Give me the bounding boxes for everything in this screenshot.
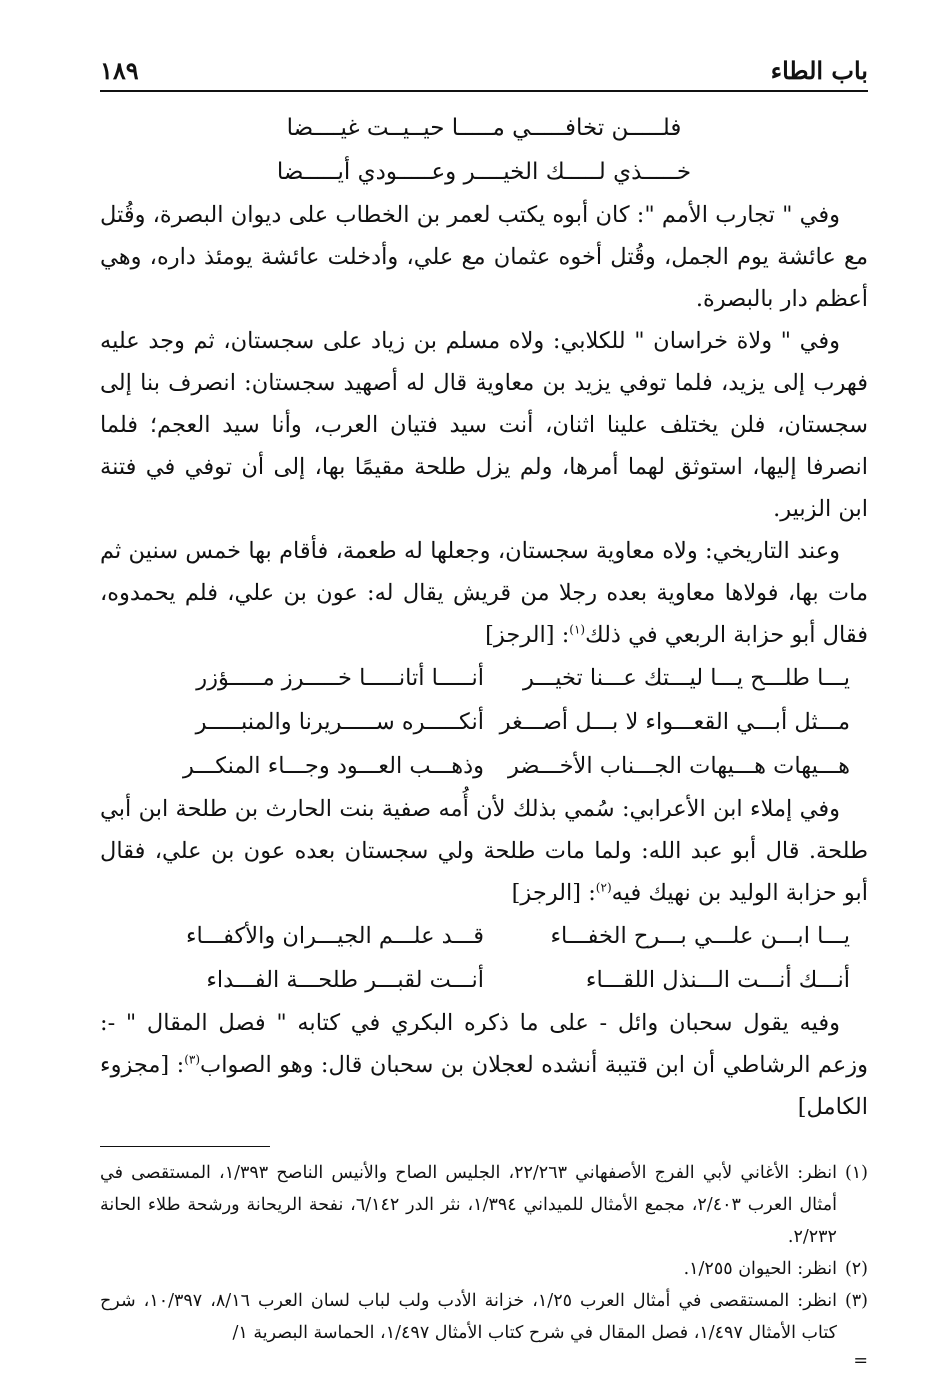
footnote-mark-2[interactable]: (٢) (595, 880, 612, 895)
paragraph-ibn-arabi-text: وفي إملاء ابن الأعرابي: سُمي بذلك لأن أُمه صفية بنت الحارث بن طلحة ابن أبي طلحة. قال أبو عبد الله: ولما مات طلحة ولي سجستان بعده عون بن علي، فقال أبو حزابة الوليد بن نهيك فيه (100, 796, 868, 906)
paragraph-sahban (100, 1002, 868, 1128)
footnote-1-text: انظر: الأغاني لأبي الفرج الأصفهاني ٢٢/٢٦٣، الجليس الصاح والأنيس الناصح ١/٣٩٣، المستقصى في أمثال العرب ٢/٤٠٣، مجمع الأمثال للميداني ١/٣٩٤، نثر الدر ٦/١٤٢، نفحة الريحانة ورشحة طلاء الحانة ٢/٢٣٢. (100, 1163, 837, 1247)
footnote-separator (100, 1146, 270, 1147)
poem-1-verse-3-second: وذهـــب العـــود وجـــاء المنكـــر (183, 753, 484, 779)
poem-2-verse-2-second: أنـــت لقبـــر طلحـــة الفـــداء (206, 967, 484, 993)
opening-verse (100, 106, 868, 194)
chapter-title: باب الطاء (770, 56, 868, 85)
paragraph-wulat-khurasan: وفي " ولاة خراسان " للكلابي: ولاه مسلم بن زياد على سجستان، ثم وجد عليه فهرب إلى يزيد، فلما توفي يزيد بن معاوية قال له أصهيد سجستان: انصرف بنا إلى سجستان، فلن يختلف علينا اثنان، أنت سيد فتيان العرب، وأنا سيد العجم؛ فلما انصرفا إليها، استوثق لهما أمرها، ولم يزل طلحة مقيمًا بها، إلى أن توفي في فتنة ابن الزبير. (100, 328, 868, 522)
page-header (100, 40, 868, 92)
footnote-continuation-mark: = (853, 1351, 868, 1371)
meter-label-rajaz-1: : [الرجز] (485, 622, 570, 648)
poem-2-verse (100, 914, 868, 958)
poem-1-verse-3-first: هـــيهات هـــيهات الجـــناب الأخـــضر (507, 753, 850, 779)
paragraph-ibn-arabi (100, 788, 868, 914)
poem-2-verse-1-second: قـــد علـــم الجيـــران والأكفـــاء (185, 923, 484, 949)
footnote-mark-3[interactable]: (٣) (184, 1052, 201, 1067)
footnote-2 (100, 1253, 868, 1285)
footnote-2-number: (٢) (844, 1259, 868, 1279)
meter-label-kamil: : [مجزوء الكامل] (100, 1052, 868, 1120)
footnote-mark-1[interactable]: (١) (569, 622, 586, 637)
poem-1-verse-2-second: أنكـــــره ســـــريرنا والمنبـــــر (195, 709, 484, 735)
footnote-3-text: انظر: المستقصى في أمثال العرب ١/٢٥، خزانة الأدب ولب لباب لسان العرب ٨/١٦، ١٠/٣٩٧، شرح كتاب الأمثال ١/٤٩٧، فصل المقال في شرح كتاب الأمثال ١/٤٩٧، الحماسة البصرية ١/ (100, 1291, 837, 1343)
footnote-1 (100, 1157, 868, 1253)
poem-2 (100, 914, 868, 1002)
book-page (100, 40, 868, 1371)
opening-verse-line-2: خـــــذي لـــــك الخيــــر وعـــــودي أيـــــضا (276, 159, 692, 185)
paragraph-tarikhi (100, 530, 868, 656)
footnotes (100, 1157, 868, 1373)
meter-label-rajaz-2: : [الرجز] (511, 880, 596, 906)
paragraph-tarikhi-text: وعند التاريخي: ولاه معاوية سجستان، وجعلها له طعمة، فأقام بها خمس سنين ثم مات بها، فولاها معاوية بعده رجلا من قريش يقال له: عون بن علي، فلم يحمدوه، فقال أبو حزابة الربعي في ذلك (100, 538, 868, 648)
page-number: ١٨٩ (100, 56, 139, 85)
footnote-2-text: انظر: الحيوان ١/٢٥٥. (683, 1259, 837, 1279)
paragraph-sahban-text: وفيه يقول سحبان وائل - على ما ذكره البكري في كتابه " فصل المقال " -: وزعم الرشاطي أن ابن قتيبة أنشده لعجلان بن سحبان قال: وهو الصواب (100, 1010, 868, 1078)
poem-1-verse-2-first: مـــثل أبـــي القعـــواء لا بـــل أصـــغر (499, 709, 850, 735)
footnote-1-number: (١) (844, 1163, 868, 1183)
opening-verse-line-1: فلـــــن تخافـــــي مـــــا حيــيــت غيــــضا (286, 115, 682, 141)
footnote-3 (100, 1285, 868, 1349)
poem-2-verse-2-first: أنـــك أنـــت الـــنذل اللقـــاء (585, 967, 850, 993)
poem-1 (100, 656, 868, 788)
poem-1-verse-1-second: أنـــــا أتانـــــا خـــــرز مـــــؤزر (196, 665, 484, 691)
poem-1-verse (100, 656, 868, 700)
poem-1-verse (100, 700, 868, 744)
poem-1-verse-1-first: يـــا طلـــح يـــا ليـــتك عـــنا تخيـــر (523, 665, 850, 691)
poem-2-verse-1-first: يـــا ابـــن علـــي بـــرح الخفـــاء (550, 923, 850, 949)
footnote-3-number: (٣) (844, 1291, 868, 1311)
poem-1-verse (100, 744, 868, 788)
poem-2-verse (100, 958, 868, 1002)
paragraph-tajarib: وفي " تجارب الأمم ": كان أبوه يكتب لعمر بن الخطاب على ديوان البصرة، وقُتل مع عائشة يوم الجمل، وقُتل أخوه عثمان مع علي، وأدخلت عائشة يومئذ داره، وهي أعظم دار بالبصرة. (100, 202, 868, 312)
